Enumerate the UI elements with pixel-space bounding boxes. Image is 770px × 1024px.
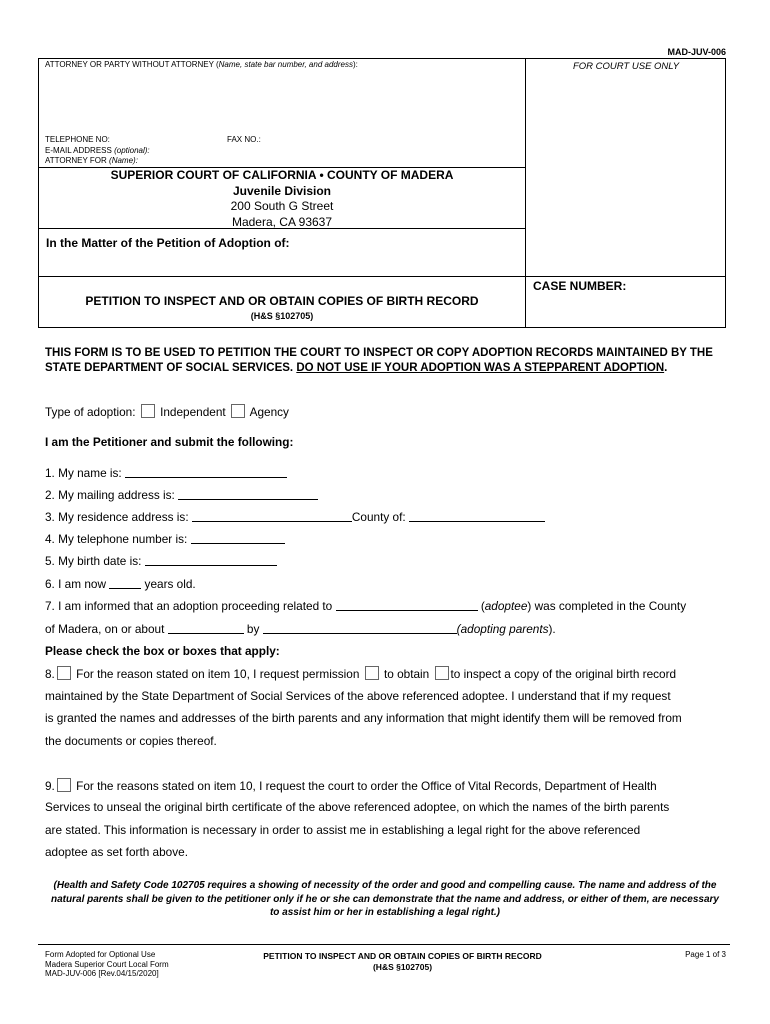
item9-checkbox[interactable]: [57, 778, 71, 792]
court-city: Madera, CA 93637: [231, 214, 333, 229]
item-2: 2. My mailing address is:: [45, 488, 318, 502]
footer-left: Form Adopted for Optional Use Madera Superior Court Local Form MAD-JUV-006 [Rev.04/15/2020]: [45, 950, 169, 978]
petitioner-heading: I am the Petitioner and submit the following:: [45, 435, 294, 449]
attorney-for-label: ATTORNEY FOR (Name):: [45, 156, 138, 165]
matter-heading: In the Matter of the Petition of Adoption of:: [46, 236, 290, 250]
footer-title: PETITION TO INSPECT AND OR OBTAIN COPIES OF BIRTH RECORD (H&S §102705): [263, 951, 542, 972]
item-5: 5. My birth date is:: [45, 554, 277, 568]
mailing-address-field[interactable]: [178, 488, 318, 500]
instructions-notice: THIS FORM IS TO BE USED TO PETITION THE COURT TO INSPECT OR COPY ADOPTION RECORDS MAINTAINED BY THE STATE DEPARTMENT OF SOCIAL SERVICES. DO NOT USE IF YOUR ADOPTION WAS A STEPPARENT ADOPTION.: [45, 347, 713, 374]
item-8-line3: is granted the names and addresses of the birth parents and any information that might identify them will be removed from: [45, 711, 682, 725]
code-note: (Health and Safety Code 102705 requires a showing of necessity of the order and good and compelling cause. The name and address of the natural parents shall be given to the petitioner only if he or she can demonstrate that the name and address, or either of them, are necessary to assist him or her in establishing a legal right.): [51, 880, 719, 918]
page-number: Page 1 of 3: [685, 950, 726, 959]
independent-checkbox[interactable]: [141, 404, 155, 418]
telephone-field[interactable]: [191, 532, 285, 544]
item-6: 6. I am now years old.: [45, 577, 196, 591]
item-8-line4: the documents or copies thereof.: [45, 734, 217, 748]
fax-label: FAX NO.:: [227, 135, 261, 144]
item-7-cont: of Madera, on or about by (adopting parents).: [45, 622, 556, 636]
form-id: MAD-JUV-006: [667, 47, 726, 57]
county-field[interactable]: [409, 510, 545, 522]
item-9-line2: Services to unseal the original birth certificate of the above referenced adoptee, on which the names of the birth parents: [45, 800, 670, 814]
agency-checkbox[interactable]: [231, 404, 245, 418]
court-use-label: FOR COURT USE ONLY: [572, 61, 680, 72]
item-3: 3. My residence address is: County of:: [45, 510, 545, 524]
item8-checkbox[interactable]: [57, 666, 71, 680]
court-division: Juvenile Division: [232, 183, 332, 198]
divider-matter: [38, 276, 726, 277]
item-9-line4: adoptee as set forth above.: [45, 845, 188, 859]
birth-date-field[interactable]: [145, 554, 277, 566]
email-label: E-MAIL ADDRESS (optional):: [45, 146, 150, 155]
item-8-line2: maintained by the State Department of Social Services of the above referenced adoptee. I understand that if my request: [45, 689, 671, 703]
item-7: 7. I am informed that an adoption proceeding related to (adoptee) was completed in the County: [45, 599, 687, 613]
residence-address-field[interactable]: [192, 510, 352, 522]
name-field[interactable]: [125, 466, 287, 478]
item-9: 9. For the reasons stated on item 10, I request the court to order the Office of Vital Records, Department of Health: [45, 779, 657, 793]
age-field[interactable]: [109, 577, 141, 589]
item-9-line3: are stated. This information is necessary in order to assist me in establishing a legal right for the above referenced: [45, 823, 641, 837]
petition-title: PETITION TO INSPECT AND OR OBTAIN COPIES OF BIRTH RECORD: [85, 294, 479, 308]
item-1: 1. My name is:: [45, 466, 287, 480]
footer-rule: [38, 944, 730, 945]
item-4: 4. My telephone number is:: [45, 532, 285, 546]
item-8: 8. For the reason stated on item 10, I request permission to obtain to inspect a copy of the original birth record: [45, 667, 677, 681]
attorney-label: ATTORNEY OR PARTY WITHOUT ATTORNEY (Name, state bar number, and address):: [45, 60, 358, 69]
court-street: 200 South G Street: [230, 199, 334, 213]
adoption-type-row: Type of adoption: Independent Agency: [45, 405, 289, 419]
adopting-parents-field[interactable]: [263, 622, 457, 634]
court-name-block: [39, 168, 525, 230]
adoptee-field[interactable]: [336, 599, 478, 611]
obtain-checkbox[interactable]: [365, 666, 379, 680]
court-use-divider: [525, 58, 526, 328]
case-number-label: CASE NUMBER:: [533, 279, 627, 293]
court-name: SUPERIOR COURT OF CALIFORNIA • COUNTY OF MADERA: [110, 168, 454, 182]
telephone-label: TELEPHONE NO:: [45, 135, 110, 144]
petition-code: (H&S §102705): [250, 311, 314, 321]
inspect-checkbox[interactable]: [435, 666, 449, 680]
adoption-date-field[interactable]: [168, 622, 244, 634]
check-heading: Please check the box or boxes that apply:: [45, 644, 280, 658]
